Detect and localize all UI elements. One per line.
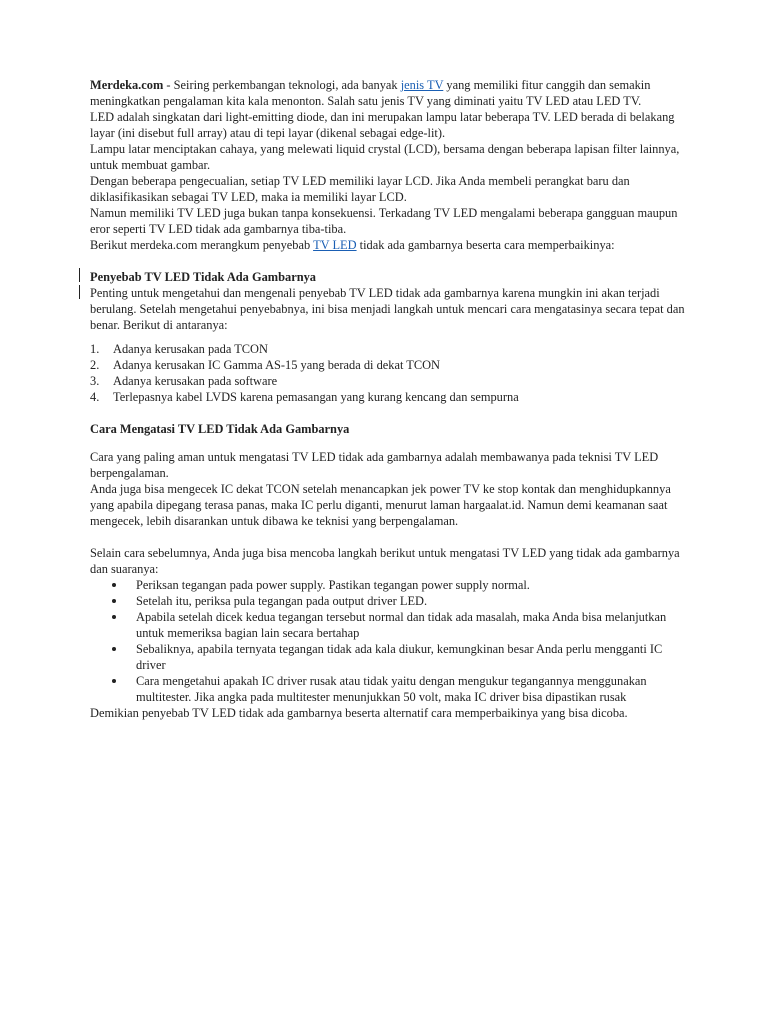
link-tv-led[interactable]: TV LED [313, 238, 357, 252]
bullet-icon [112, 583, 116, 587]
link-jenis-tv[interactable]: jenis TV [400, 78, 444, 92]
cause-list [90, 341, 690, 405]
cursor-mark [79, 268, 80, 282]
list-item: Cara mengetahui apakah IC driver rusak atau tidak yaitu dengan mengukur tegangannya menggunakan multitester. Jika angka pada multitester menunjukkan 50 volt, maka IC driver bisa dipastikan rusak [90, 673, 690, 705]
intro-paragraph-5: Namun memiliki TV LED juga bukan tanpa konsekuensi. Terkadang TV LED mengalami beberapa gangguan maupun eror seperti TV LED tidak ada gambarnya tiba-tiba. [90, 206, 678, 236]
list-item: 3. Adanya kerusakan pada software [90, 374, 278, 388]
list-item: Setelah itu, periksa pula tegangan pada output driver LED. [90, 593, 690, 609]
intro-paragraph-1: Merdeka.com - Seiring perkembangan teknologi, ada banyak jenis TV yang memiliki fitur canggih dan semakin meningkatkan pengalaman kita kala menonton. Salah satu jenis TV yang diminati yaitu TV LED atau LED TV. [90, 78, 651, 108]
cursor-mark [79, 285, 80, 299]
intro-paragraph-3: Lampu latar menciptakan cahaya, yang melewati liquid crystal (LCD), bersama dengan beberapa lapisan filter lainnya, untuk membuat gambar. [90, 142, 680, 172]
section2-paragraph-1: Cara yang paling aman untuk mengatasi TV LED tidak ada gambarnya adalah membawanya pada teknisi TV LED berpengalaman. [90, 450, 659, 480]
text-cursor-marks [79, 268, 83, 302]
list-item: Sebaliknya, apabila ternyata tegangan tidak ada kala diukur, kemungkinan besar Anda perlu mengganti IC driver [90, 641, 690, 673]
article-body [90, 77, 690, 721]
bullet-icon [112, 647, 116, 651]
intro-paragraph-2: LED adalah singkatan dari light-emitting diode, dan ini merupakan lampu latar beberapa TV. LED berada di belakang layar (ini disebut full array) atau di tepi layar (dikenal sebagai edge-lit). [90, 110, 675, 140]
section-heading-cara: Cara Mengatasi TV LED Tidak Ada Gambarnya [90, 422, 350, 436]
brand-name: Merdeka.com [90, 78, 164, 92]
list-item: Apabila setelah dicek kedua tegangan tersebut normal dan tidak ada masalah, maka Anda bisa melanjutkan untuk memeriksa bagian lain secara bertahap [90, 609, 690, 641]
intro-paragraph-4: Dengan beberapa pengecualian, setiap TV LED memiliki layar LCD. Jika Anda membeli perangkat baru dan diklasifikasikan sebagai TV LED, maka ia memiliki layar LCD. [90, 174, 630, 204]
section2-paragraph-3: Selain cara sebelumnya, Anda juga bisa mencoba langkah berikut untuk mengatasi TV LED yang tidak ada gambarnya dan suaranya: [90, 546, 680, 576]
list-item: 4. Terlepasnya kabel LVDS karena pemasangan yang kurang kencang dan sempurna [90, 390, 519, 404]
list-item: 1. Adanya kerusakan pada TCON [90, 342, 268, 356]
bullet-icon [112, 599, 116, 603]
bullet-icon [112, 679, 116, 683]
section-paragraph-penyebab: Penting untuk mengetahui dan mengenali penyebab TV LED tidak ada gambarnya karena mungkin ini akan terjadi berulang. Setelah mengetahui penyebabnya, ini bisa menjadi langkah untuk mencari cara mengatasinya secara tepat dan benar. Berikut di antaranya: [90, 286, 685, 332]
section-heading-penyebab: Penyebab TV LED Tidak Ada Gambarnya [90, 270, 316, 284]
section2-paragraph-2: Anda juga bisa mengecek IC dekat TCON setelah menancapkan jek power TV ke stop kontak dan menghidupkannya yang apabila dipegang terasa panas, maka IC perlu diganti, menurut laman hargaalat.id. Namun demi keamanan saat mengecek, lebih disarankan untuk dibawa ke teknisi yang berpengalaman. [90, 482, 671, 528]
intro-paragraph-6: Berikut merdeka.com merangkum penyebab TV LED tidak ada gambarnya beserta cara memperbaikinya: [90, 238, 615, 252]
bullet-icon [112, 615, 116, 619]
fix-steps-list [90, 577, 690, 705]
list-item: 2. Adanya kerusakan IC Gamma AS-15 yang berada di dekat TCON [90, 358, 441, 372]
closing-paragraph: Demikian penyebab TV LED tidak ada gambarnya beserta alternatif cara memperbaikinya yang bisa dicoba. [90, 706, 628, 720]
list-item: Periksan tegangan pada power supply. Pastikan tegangan power supply normal. [90, 577, 690, 593]
